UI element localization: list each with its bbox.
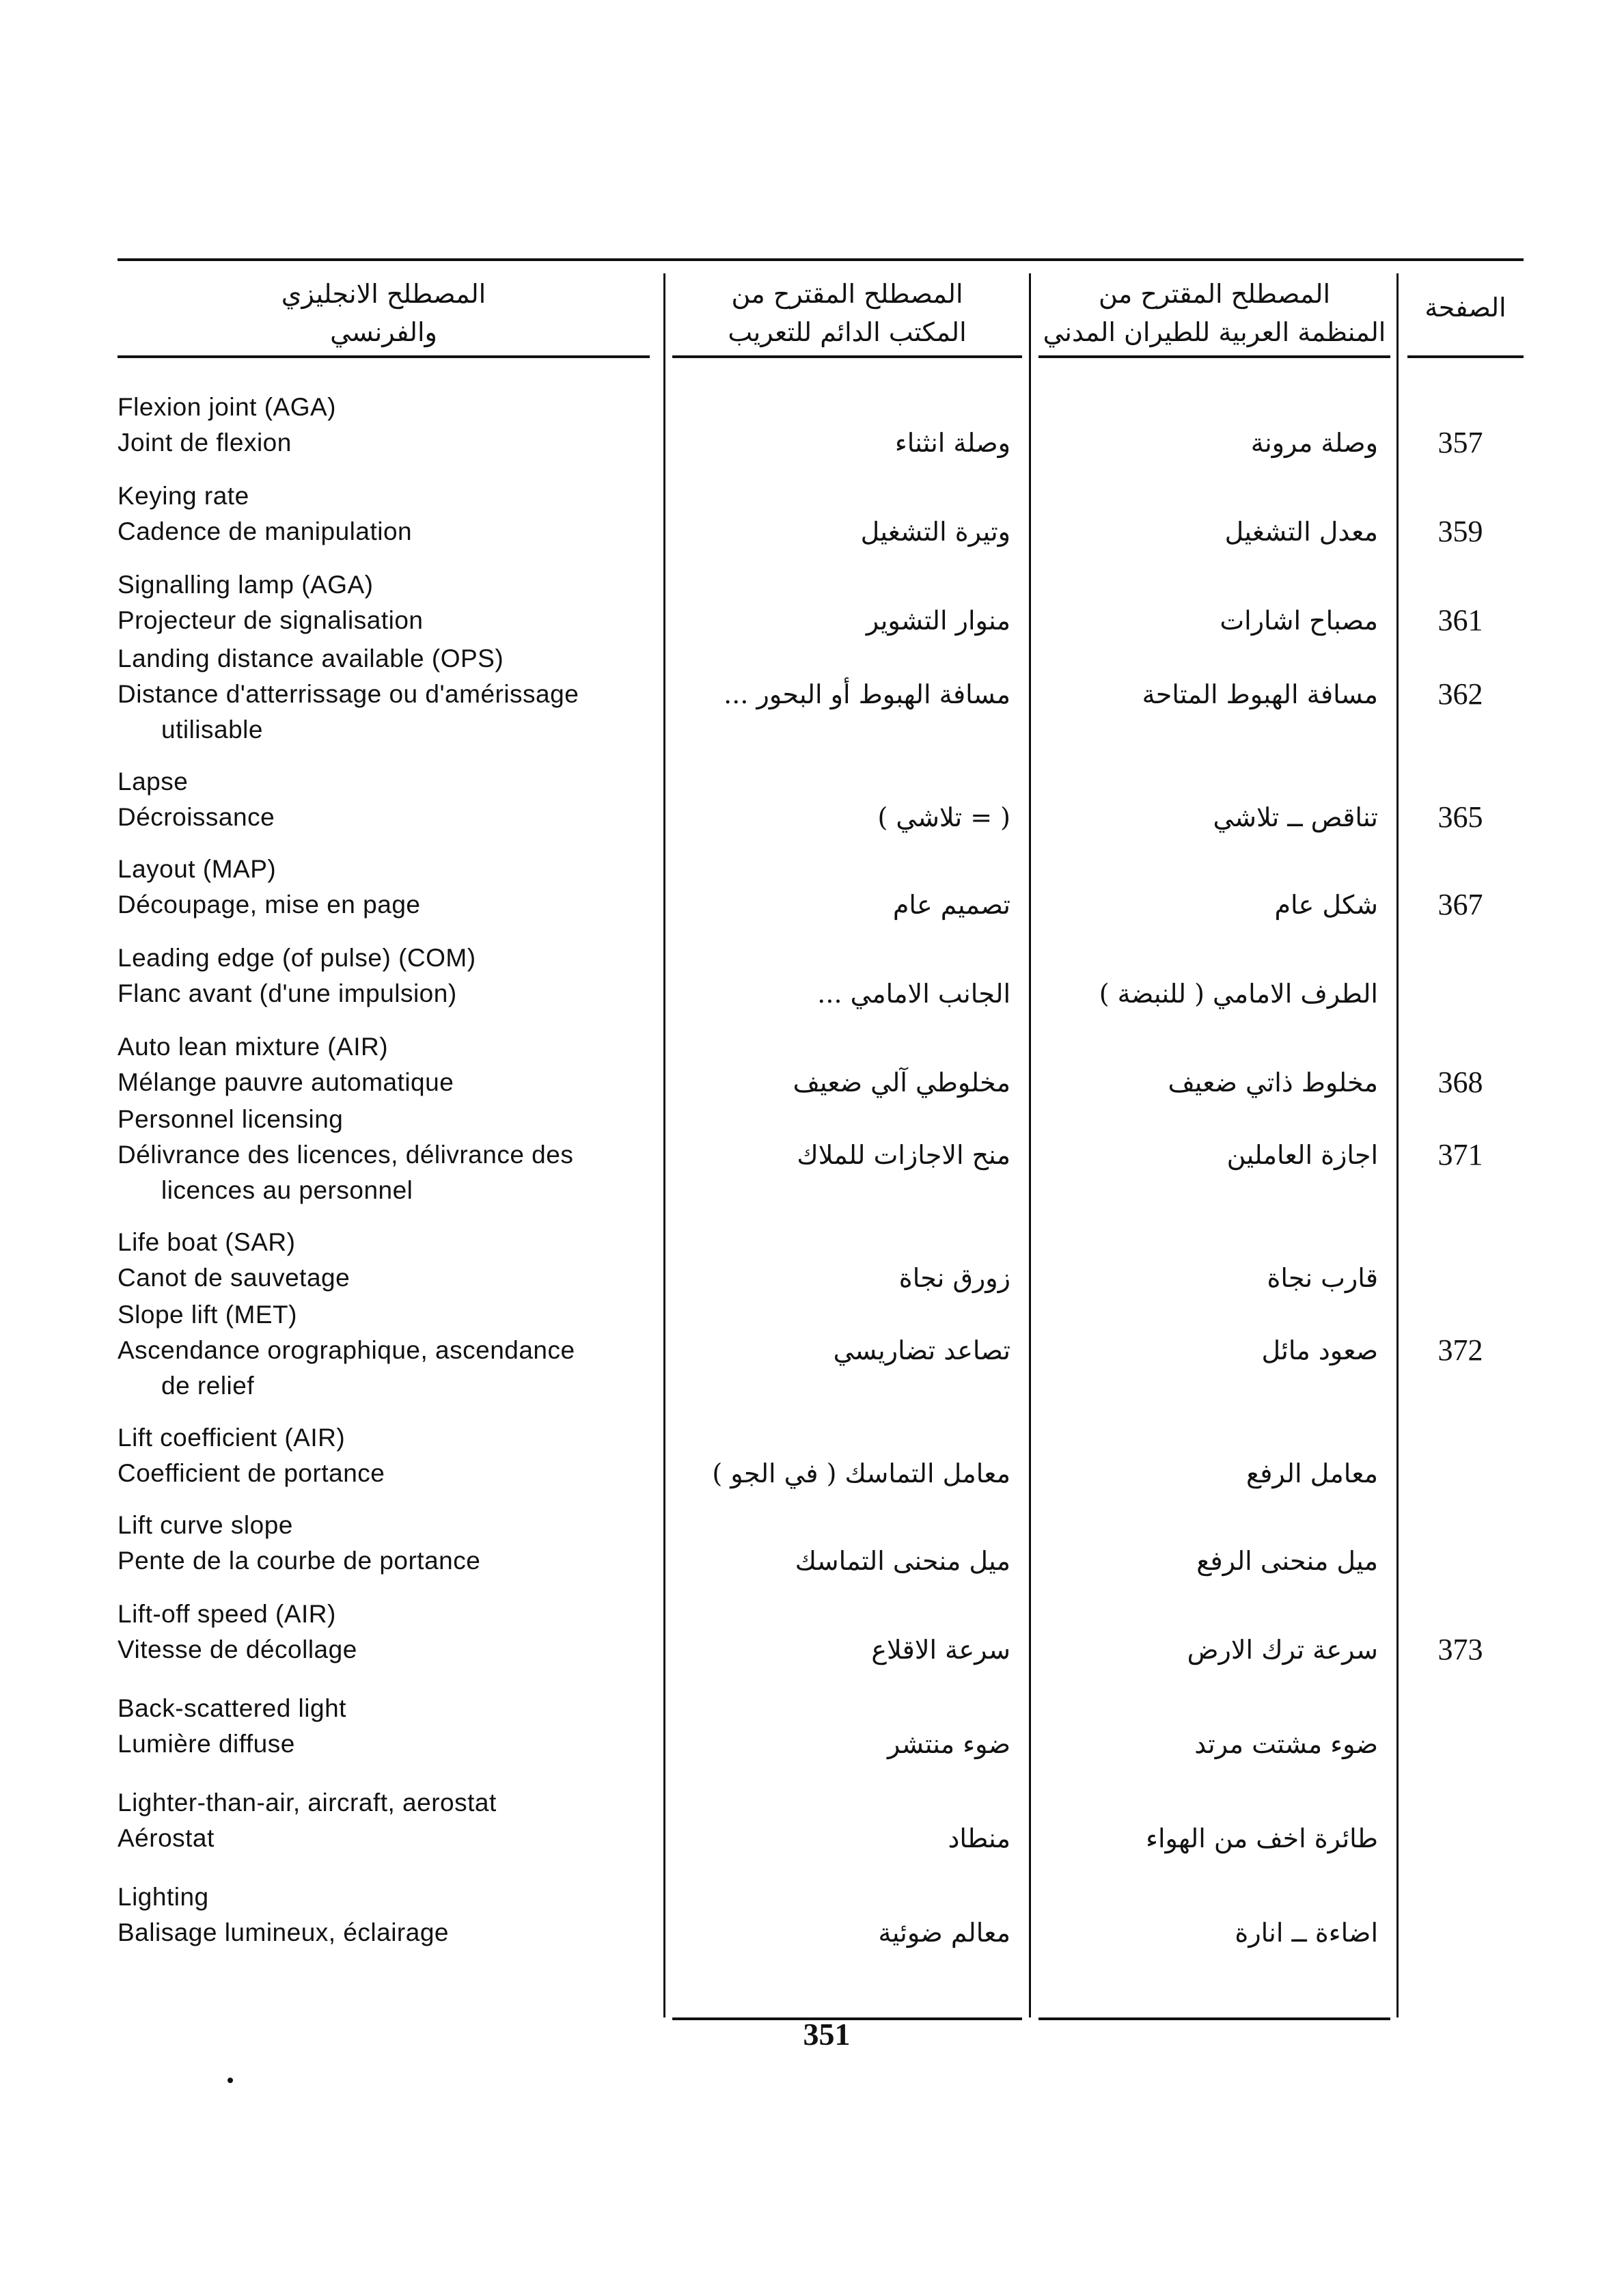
term-acao: شكل عام bbox=[1274, 890, 1378, 920]
term-french: Flanc avant (d'une impulsion) bbox=[118, 979, 457, 1007]
term-french: Coefficient de portance bbox=[118, 1459, 385, 1487]
term-permanent-office: مسافة الهبوط أو البحور ... bbox=[724, 679, 1010, 709]
term-french: Balisage lumineux, éclairage bbox=[118, 1918, 449, 1946]
term-english: Slope lift (MET) bbox=[118, 1301, 297, 1329]
term-french: Découpage, mise en page bbox=[118, 891, 421, 919]
header-rule bbox=[1407, 355, 1524, 358]
header-line: المصطلح المقترح من bbox=[1098, 279, 1331, 309]
page-ref: 362 bbox=[1437, 677, 1483, 711]
term-en-fr bbox=[118, 1225, 657, 1296]
term-acao: اجازة العاملين bbox=[1226, 1140, 1378, 1170]
term-acao: مصباح اشارات bbox=[1220, 606, 1378, 636]
table-row bbox=[118, 1668, 1524, 1762]
term-acao: سرعة ترك الارض bbox=[1187, 1635, 1378, 1665]
page-ref: 368 bbox=[1437, 1065, 1483, 1099]
term-english: Landing distance available (OPS) bbox=[118, 644, 504, 672]
table-row bbox=[118, 923, 1524, 1011]
term-french: Décroissance bbox=[118, 803, 275, 831]
table-row bbox=[118, 461, 1524, 549]
term-english: Lighter-than-air, aircraft, aerostat bbox=[118, 1789, 497, 1817]
term-french: Délivrance des licences, délivrance des bbox=[118, 1141, 574, 1169]
page-ref: 357 bbox=[1437, 426, 1483, 459]
table-row bbox=[118, 1011, 1524, 1100]
term-en-fr bbox=[118, 478, 657, 549]
term-en-fr bbox=[118, 1102, 657, 1208]
header-en-fr-term bbox=[118, 275, 650, 351]
table-row bbox=[118, 638, 1524, 748]
term-acao: الطرف الامامي ( للنبضة ) bbox=[1099, 979, 1378, 1009]
glossary-page bbox=[118, 258, 1524, 2022]
header-line: المنظمة العربية للطيران المدني bbox=[1043, 317, 1386, 347]
header-line: المصطلح المقترح من bbox=[731, 279, 963, 309]
term-english: Layout (MAP) bbox=[118, 855, 277, 883]
term-english: Lift curve slope bbox=[118, 1511, 293, 1539]
term-acao: قارب نجاة bbox=[1267, 1263, 1378, 1293]
header-line: والفرنسي bbox=[330, 317, 437, 347]
term-acao: معدل التشغيل bbox=[1224, 517, 1378, 547]
header-rule bbox=[1038, 355, 1390, 358]
term-en-fr bbox=[118, 567, 657, 638]
page-ref: 359 bbox=[1437, 515, 1483, 548]
term-permanent-office: منوار التشوير bbox=[866, 606, 1010, 636]
term-en-fr bbox=[118, 1596, 657, 1668]
term-french: Aérostat bbox=[118, 1824, 215, 1852]
term-english: Leading edge (of pulse) (COM) bbox=[118, 944, 476, 972]
header-page: الصفحة bbox=[1425, 293, 1506, 323]
page-number: 351 bbox=[803, 2017, 851, 2052]
header-rule bbox=[672, 355, 1022, 358]
table-row bbox=[118, 1296, 1524, 1404]
term-en-fr bbox=[118, 1029, 657, 1100]
term-permanent-office: ( = تلاشي ) bbox=[877, 802, 1010, 832]
term-english: Personnel licensing bbox=[118, 1105, 344, 1133]
page-ref: 371 bbox=[1437, 1138, 1483, 1171]
term-french: Ascendance orographique, ascendance bbox=[118, 1336, 575, 1364]
table-row bbox=[118, 1856, 1524, 1950]
term-acao: وصلة مرونة bbox=[1250, 428, 1378, 458]
term-french-cont: licences au personnel bbox=[161, 1176, 413, 1204]
term-permanent-office: معامل التماسك ( في الجو ) bbox=[712, 1458, 1010, 1488]
bottom-rule bbox=[1038, 2017, 1390, 2020]
term-acao: مسافة الهبوط المتاحة bbox=[1142, 679, 1378, 709]
term-english: Signalling lamp (AGA) bbox=[118, 571, 374, 599]
term-french-cont: de relief bbox=[161, 1372, 255, 1400]
term-french: Lumière diffuse bbox=[118, 1730, 295, 1758]
term-en-fr bbox=[118, 1297, 657, 1404]
term-table bbox=[118, 372, 1524, 1950]
term-french: Joint de flexion bbox=[118, 429, 292, 457]
term-en-fr bbox=[118, 1420, 657, 1491]
term-permanent-office: الجانب الامامي ... bbox=[817, 979, 1010, 1009]
term-french: Pente de la courbe de portance bbox=[118, 1547, 481, 1575]
term-en-fr bbox=[118, 1508, 657, 1579]
term-en-fr bbox=[118, 1691, 657, 1762]
term-permanent-office: معالم ضوئية bbox=[878, 1918, 1010, 1948]
term-en-fr bbox=[118, 390, 657, 461]
term-permanent-office: تصاعد تضاريسي bbox=[833, 1335, 1010, 1365]
term-en-fr bbox=[118, 764, 657, 835]
table-row bbox=[118, 748, 1524, 835]
term-english: Lift coefficient (AIR) bbox=[118, 1424, 346, 1452]
term-acao: طائرة اخف من الهواء bbox=[1146, 1823, 1378, 1853]
term-english: Lighting bbox=[118, 1883, 209, 1911]
term-french: Canot de sauvetage bbox=[118, 1264, 350, 1292]
page-ref: 367 bbox=[1437, 888, 1483, 921]
term-english: Lapse bbox=[118, 767, 189, 796]
term-permanent-office: وصلة انثناء bbox=[894, 428, 1010, 458]
table-row bbox=[118, 835, 1524, 923]
ink-dot bbox=[228, 2078, 233, 2083]
table-row bbox=[118, 1762, 1524, 1856]
term-english: Flexion joint (AGA) bbox=[118, 393, 336, 421]
term-en-fr bbox=[118, 940, 657, 1011]
term-en-fr bbox=[118, 1879, 657, 1950]
term-french-cont: utilisable bbox=[161, 716, 263, 744]
term-english: Life boat (SAR) bbox=[118, 1228, 296, 1256]
page-ref: 373 bbox=[1437, 1633, 1483, 1666]
table-row bbox=[118, 372, 1524, 461]
term-en-fr bbox=[118, 852, 657, 923]
term-acao: ميل منحنى الرفع bbox=[1196, 1546, 1378, 1576]
term-english: Keying rate bbox=[118, 482, 249, 510]
header-line: المكتب الدائم للتعريب bbox=[728, 317, 967, 347]
term-english: Auto lean mixture (AIR) bbox=[118, 1033, 389, 1061]
term-english: Back-scattered light bbox=[118, 1694, 346, 1722]
term-french: Vitesse de décollage bbox=[118, 1635, 357, 1663]
term-permanent-office: ضوء منتشر bbox=[887, 1729, 1010, 1759]
page-ref: 372 bbox=[1437, 1333, 1483, 1367]
term-french: Distance d'atterrissage ou d'amérissage bbox=[118, 680, 579, 708]
term-permanent-office: زورق نجاة bbox=[898, 1263, 1010, 1293]
header-line: المصطلح الانجليزي bbox=[281, 279, 486, 309]
top-rule bbox=[118, 258, 1524, 261]
term-acao: اضاءة ــ انارة bbox=[1235, 1918, 1378, 1948]
header-rule bbox=[118, 355, 650, 358]
table-row bbox=[118, 1404, 1524, 1491]
term-french: Mélange pauvre automatique bbox=[118, 1068, 454, 1096]
page-ref: 365 bbox=[1437, 800, 1483, 834]
term-acao: صعود مائل bbox=[1261, 1335, 1378, 1365]
term-permanent-office: تصميم عام bbox=[892, 890, 1010, 920]
term-acao: تناقص ــ تلاشي bbox=[1213, 802, 1378, 832]
term-english: Lift-off speed (AIR) bbox=[118, 1600, 336, 1628]
term-french: Cadence de manipulation bbox=[118, 517, 413, 545]
header-acao-term bbox=[1038, 275, 1390, 351]
term-permanent-office: منح الاجازات للملاك bbox=[797, 1140, 1010, 1170]
header-permanent-office-term bbox=[672, 275, 1022, 351]
table-row bbox=[118, 1100, 1524, 1208]
term-acao: معامل الرفع bbox=[1246, 1458, 1378, 1488]
term-acao: مخلوط ذاتي ضعيف bbox=[1168, 1068, 1378, 1098]
term-permanent-office: منطاد bbox=[948, 1823, 1010, 1853]
term-permanent-office: مخلوطي آلي ضعيف bbox=[793, 1068, 1010, 1098]
table-row bbox=[118, 1579, 1524, 1668]
term-permanent-office: ميل منحنى التماسك bbox=[795, 1546, 1010, 1576]
term-en-fr bbox=[118, 1785, 657, 1856]
term-acao: ضوء مشتت مرتد bbox=[1194, 1729, 1378, 1759]
term-french: Projecteur de signalisation bbox=[118, 606, 424, 634]
table-row bbox=[118, 1208, 1524, 1296]
table-row bbox=[118, 1491, 1524, 1579]
term-permanent-office: سرعة الاقلاع bbox=[871, 1635, 1010, 1665]
term-en-fr bbox=[118, 641, 657, 748]
term-permanent-office: وتيرة التشغيل bbox=[860, 517, 1010, 547]
page-ref: 361 bbox=[1437, 603, 1483, 637]
table-row bbox=[118, 549, 1524, 638]
